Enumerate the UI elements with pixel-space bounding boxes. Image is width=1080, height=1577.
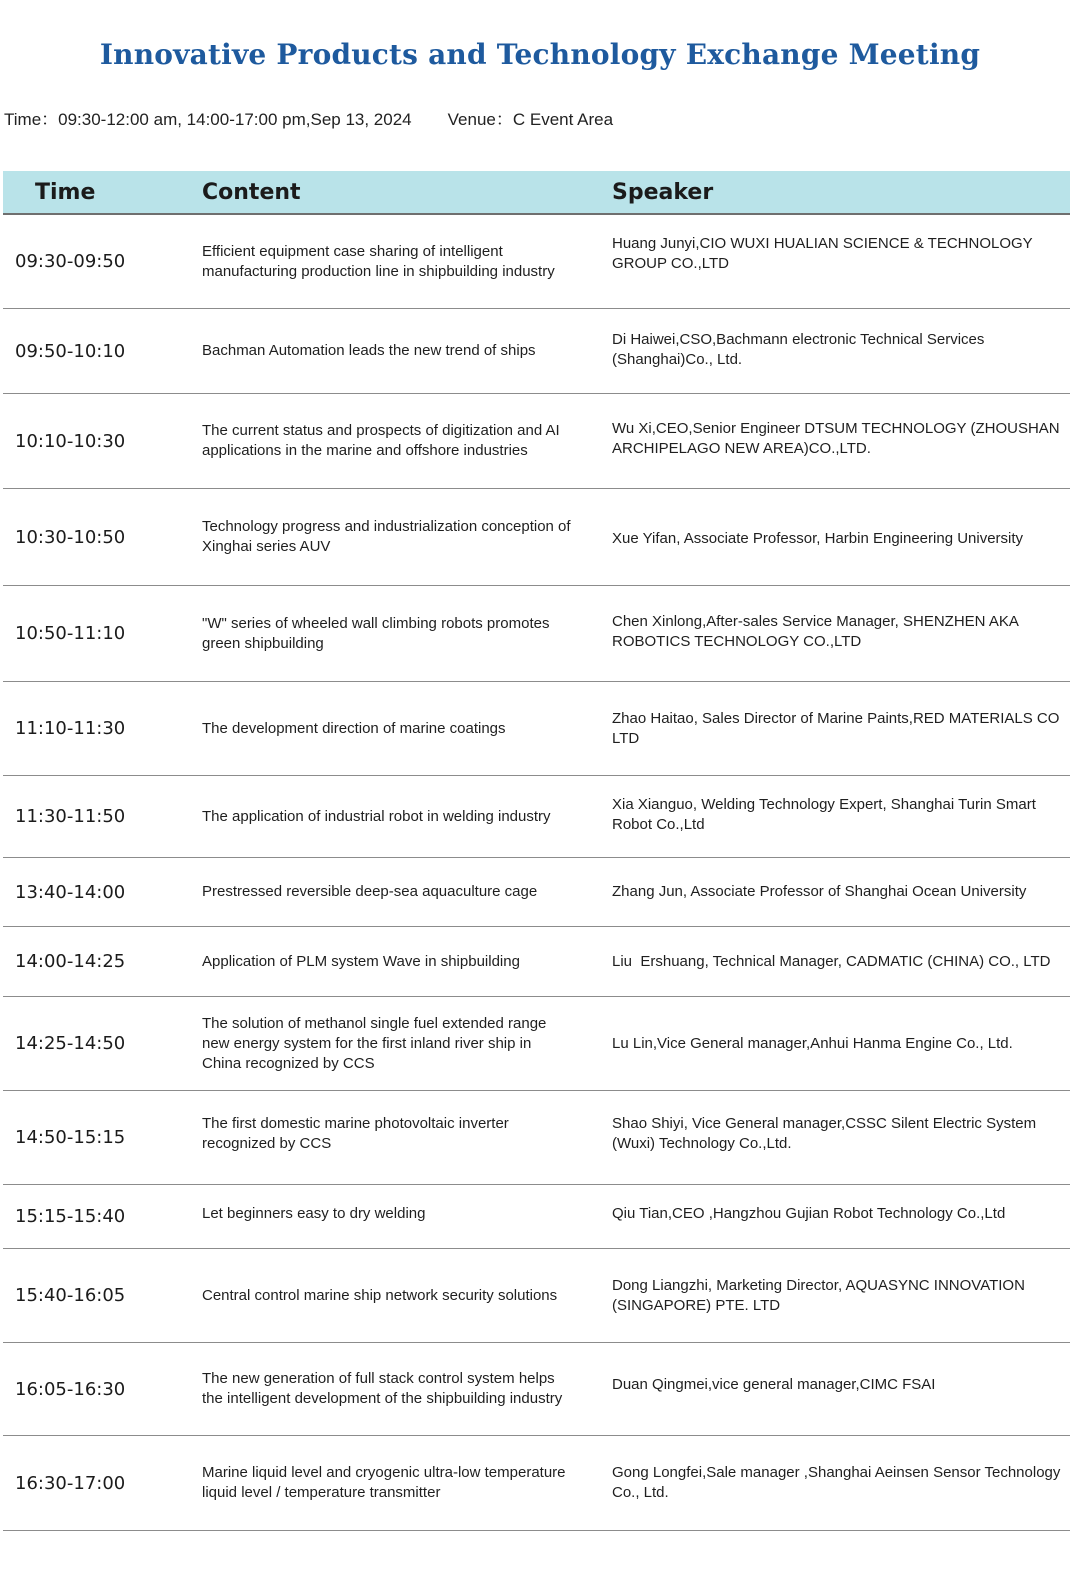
row-content: Application of PLM system Wave in shipbuilding (202, 952, 520, 970)
row-content: The new generation of full stack control system helps the intelligent development of the shipbuilding industry (202, 1370, 563, 1407)
row-speaker: Di Haiwei,CSO,Bachmann electronic Technical Services (Shanghai)Co., Ltd. (612, 331, 985, 368)
row-time: 15:40-16:05 (15, 1285, 126, 1306)
table-row (3, 586, 1070, 682)
row-content: Technology progress and industrialization conception of Xinghai series AUV (202, 518, 571, 555)
table-row (3, 927, 1070, 997)
row-time: 09:30-09:50 (15, 251, 126, 272)
table-header (3, 171, 1070, 215)
column-header-content: Content (202, 179, 301, 205)
row-time: 11:30-11:50 (15, 806, 126, 827)
table-row (3, 1185, 1070, 1249)
row-speaker: Qiu Tian,CEO ,Hangzhou Gujian Robot Technology Co.,Ltd (612, 1204, 1006, 1222)
row-time: 14:00-14:25 (15, 951, 126, 972)
page-title: Innovative Products and Technology Exchange Meeting (99, 38, 981, 71)
row-time: 14:25-14:50 (15, 1033, 126, 1054)
schedule-table (3, 171, 1070, 1531)
row-time: 16:05-16:30 (15, 1378, 126, 1400)
row-speaker: Dong Liangzhi, Marketing Director, AQUASYNC INNOVATION (SINGAPORE) PTE. LTD (612, 1276, 1025, 1314)
row-time: 09:50-10:10 (15, 340, 126, 362)
table-row (3, 489, 1070, 586)
row-time: 10:30-10:50 (15, 526, 126, 548)
row-speaker: Zhao Haitao, Sales Director of Marine Paints,RED MATERIALS CO LTD (612, 709, 1060, 747)
row-content: "W" series of wheeled wall climbing robots promotes green shipbuilding (202, 614, 550, 652)
row-content: The application of industrial robot in welding industry (202, 807, 551, 825)
row-content: The first domestic marine photovoltaic inverter recognized by CCS (202, 1114, 509, 1152)
table-row (3, 1091, 1070, 1185)
row-speaker: Xue Yifan, Associate Professor, Harbin Engineering University (612, 530, 1024, 547)
row-content: Bachman Automation leads the new trend of ships (202, 342, 536, 359)
row-time: 14:50-15:15 (15, 1127, 126, 1148)
row-time: 15:15-15:40 (15, 1206, 126, 1227)
row-speaker: Shao Shiyi, Vice General manager,CSSC Silent Electric System (Wuxi) Technology Co.,Ltd. (612, 1114, 1037, 1152)
row-speaker: Gong Longfei,Sale manager ,Shanghai Aeinsen Sensor Technology Co., Ltd. (612, 1464, 1061, 1501)
meeting-time: Time：09:30-12:00 am, 14:00-17:00 pm,Sep 13, 2024 (4, 110, 412, 129)
row-speaker: Liu Ershuang, Technical Manager, CADMATIC (CHINA) CO., LTD (612, 952, 1051, 970)
meeting-info (4, 105, 613, 130)
row-content: Prestressed reversible deep-sea aquaculture cage (202, 883, 538, 900)
row-time: 13:40-14:00 (15, 881, 126, 903)
column-header-time: Time (35, 179, 96, 205)
table-row (3, 1249, 1070, 1343)
row-content: Efficient equipment case sharing of intelligent manufacturing production line in shipbuilding industry (202, 242, 555, 280)
row-speaker: Lu Lin,Vice General manager,Anhui Hanma Engine Co., Ltd. (612, 1034, 1013, 1052)
row-content: The current status and prospects of digitization and AI applications in the marine and offshore industries (202, 422, 560, 459)
column-header-speaker: Speaker (612, 179, 714, 205)
row-content: The solution of methanol single fuel extended range new energy system for the first inland river ship in China recognized by CCS (202, 1014, 547, 1072)
table-row (3, 776, 1070, 858)
table-row (3, 1343, 1070, 1436)
row-time: 16:30-17:00 (15, 1472, 126, 1494)
row-content: The development direction of marine coatings (202, 719, 506, 737)
table-row (3, 858, 1070, 927)
row-speaker: Chen Xinlong,After-sales Service Manager, SHENZHEN AKA ROBOTICS TECHNOLOGY CO.,LTD (612, 612, 1019, 650)
meeting-venue: Venue：C Event Area (447, 110, 614, 129)
table-row (3, 1436, 1070, 1531)
table-row (3, 215, 1070, 309)
row-speaker: Wu Xi,CEO,Senior Engineer DTSUM TECHNOLOGY (ZHOUSHAN ARCHIPELAGO NEW AREA)CO.,LTD. (612, 420, 1060, 457)
row-content: Let beginners easy to dry welding (202, 1204, 426, 1222)
row-speaker: Zhang Jun, Associate Professor of Shanghai Ocean University (612, 883, 1027, 900)
table-row (3, 997, 1070, 1091)
row-speaker: Xia Xianguo, Welding Technology Expert, Shanghai Turin Smart Robot Co.,Ltd (612, 795, 1036, 833)
table-row (3, 309, 1070, 394)
row-time: 10:10-10:30 (15, 430, 126, 452)
row-time: 10:50-11:10 (15, 623, 126, 644)
row-content: Marine liquid level and cryogenic ultra-low temperature liquid level / temperature transmitter (202, 1464, 566, 1501)
row-speaker: Huang Junyi,CIO WUXI HUALIAN SCIENCE & TECHNOLOGY GROUP CO.,LTD (612, 234, 1033, 272)
row-time: 11:10-11:30 (15, 718, 126, 739)
table-row (3, 394, 1070, 489)
table-row (3, 682, 1070, 776)
row-speaker: Duan Qingmei,vice general manager,CIMC FSAI (612, 1376, 936, 1393)
row-content: Central control marine ship network security solutions (202, 1286, 558, 1304)
